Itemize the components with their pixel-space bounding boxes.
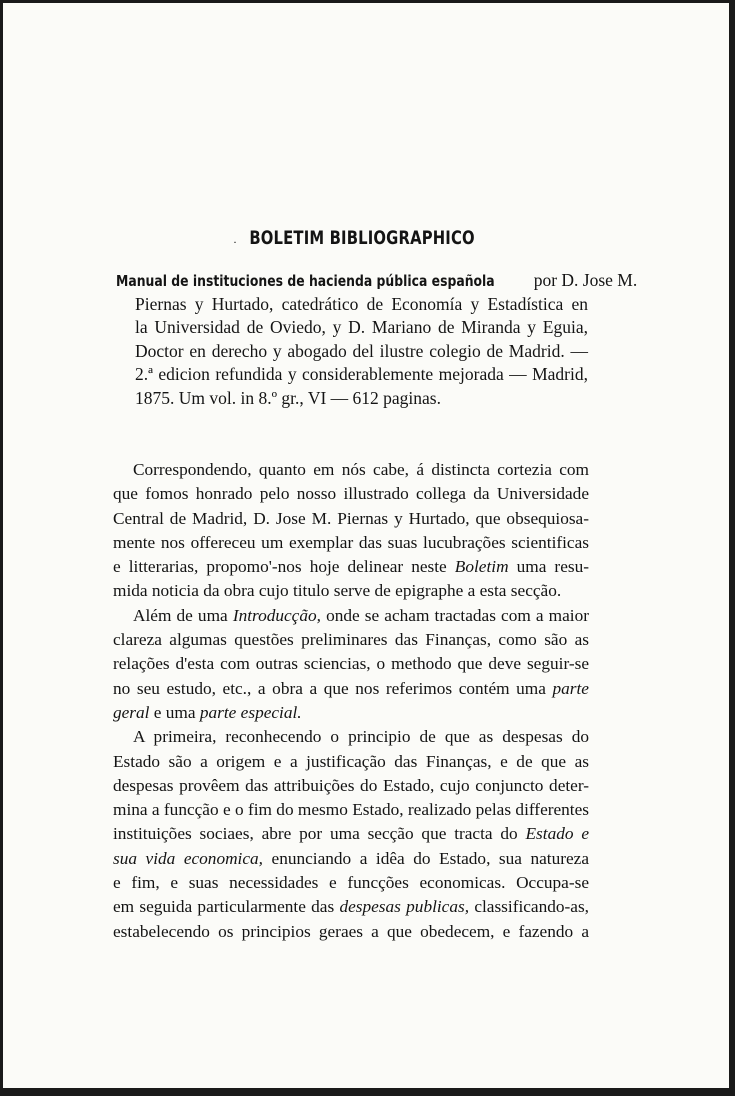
italic-term: Introducção,: [232, 605, 321, 625]
text-line: sua vida economica, enunciando a idêa do Estado, sua natureza: [113, 848, 589, 868]
italic-term: Estado e: [525, 824, 589, 844]
reference-line: Piernas y Hurtado, catedrático de Economía y Estadística en: [135, 293, 588, 314]
italic-term: parte: [552, 678, 589, 698]
ink-mark: ·: [233, 235, 237, 249]
book-page: [3, 3, 729, 1088]
text-line: geral e uma parte especial.: [113, 702, 302, 722]
text-line: mina a funcção e o fim do mesmo Estado, realizado pelas differentes: [113, 800, 589, 820]
reference-book-title: Manual de instituciones de hacienda pública española: [116, 272, 495, 290]
page-heading: BOLETIM BIBLIOGRAPHICO: [249, 227, 475, 249]
italic-term: geral: [113, 702, 150, 722]
text-line: e fim, e suas necessidades e funcções economicas. Occupa-se: [113, 873, 589, 893]
text-line: clareza algumas questões preliminares das Finanças, como são as: [113, 630, 589, 650]
reference-line: 2.ª edicion refundida y considerablemente mejorada — Madrid,: [135, 364, 588, 384]
reference-line: Doctor en derecho y abogado del ilustre colegio de Madrid. —: [135, 340, 588, 361]
italic-term: sua vida economica,: [113, 848, 263, 868]
text-line: relações d'esta com outras sciencias, o methodo que deve seguir-se: [113, 654, 589, 674]
text-line: que fomos honrado pelo nosso illustrado collega da Universidade: [113, 484, 589, 504]
reference-line: la Universidad de Oviedo, y D. Mariano de Miranda y Eguia,: [135, 317, 588, 337]
text-line: instituições sociaes, abre por uma secção que tracta do Estado e: [113, 824, 589, 844]
text-line: mida noticia da obra cujo titulo serve de epigraphe a esta secção.: [113, 581, 562, 601]
italic-term: Boletim: [454, 557, 509, 577]
text-line: e litterarias, propomo'-nos hoje delinear neste Boletim uma resu-: [113, 557, 589, 577]
italic-term: parte especial.: [199, 702, 302, 722]
text-line: despesas provêem das attribuições do Estado, cujo conjuncto deter-: [113, 775, 589, 795]
text-line: mente nos offereceu um exemplar das suas lucubrações scientificas: [113, 532, 589, 552]
text-line: Central de Madrid, D. Jose M. Piernas y Hurtado, que obsequiosa-: [113, 508, 589, 528]
italic-term: despesas publicas,: [339, 897, 470, 917]
text-line: em seguida particularmente das despesas publicas, classificando-as,: [113, 897, 589, 917]
reference-line: Manual de instituciones de hacienda pública española por D. Jose M.: [116, 269, 588, 293]
text-line: no seu estudo, etc., a obra a que nos referimos contém uma parte: [113, 678, 589, 698]
reference-line: 1875. Um vol. in 8.º gr., VI — 612 paginas.: [135, 387, 441, 408]
text-line: Correspondendo, quanto em nós cabe, á distincta cortezia com: [133, 460, 589, 479]
bibliographic-reference: [116, 269, 638, 410]
article-body: [113, 458, 589, 944]
text-line: Além de uma Introducção, onde se acham tractadas com a maior: [133, 605, 589, 625]
text-line: A primeira, reconhecendo o principio de que as despesas do: [133, 727, 589, 747]
text-line: Estado são a origem e a justificação das Finanças, e de que as: [113, 751, 589, 771]
text-line: estabelecendo os principios geraes a que obedecem, e fazendo a: [113, 921, 589, 941]
